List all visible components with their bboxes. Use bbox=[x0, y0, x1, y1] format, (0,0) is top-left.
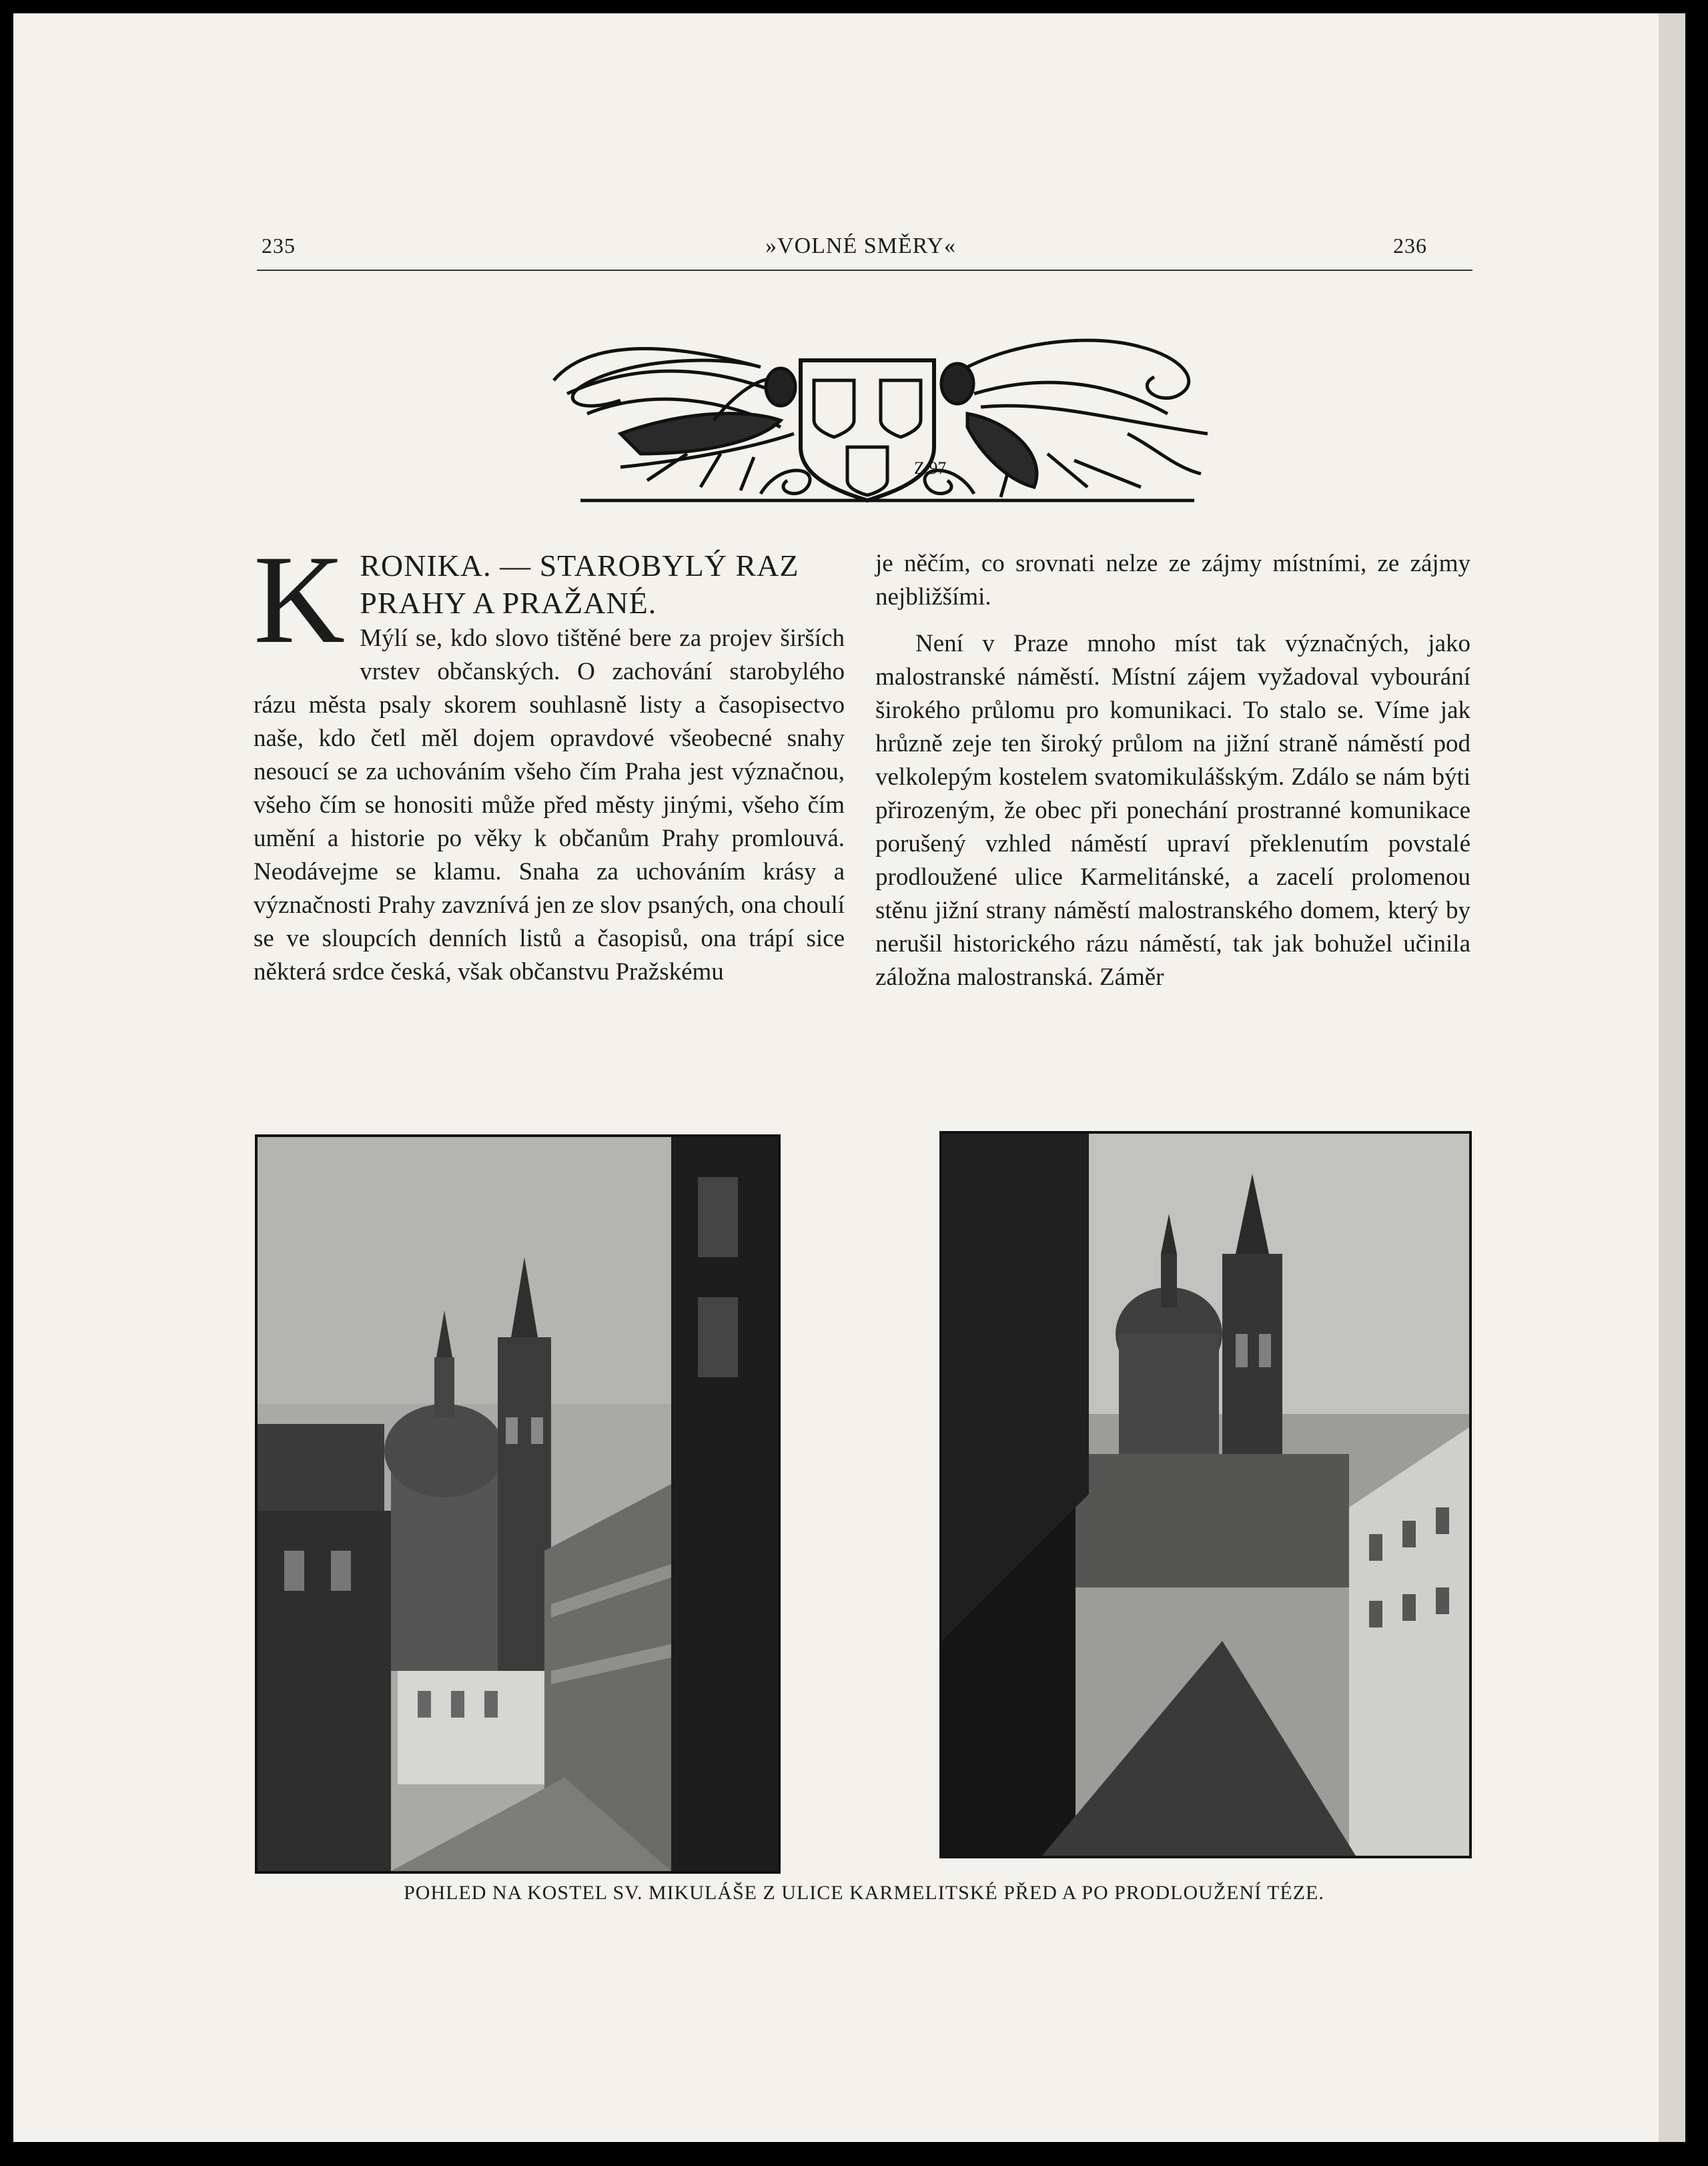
church-street-photo-after-icon bbox=[942, 1134, 1469, 1856]
article-column-right bbox=[875, 547, 1470, 994]
header-rule bbox=[257, 270, 1472, 271]
photo-after bbox=[939, 1131, 1472, 1858]
page-number-right: 236 bbox=[1393, 234, 1427, 258]
ornament-signature: Z.97. bbox=[914, 458, 951, 478]
article-paragraph-1: Mýlí se, kdo slovo tištěné bere za projev širších vrstev občanských. O zachování starobylého rázu města psaly skorem souhlasně listy a časopisectvo naše, kdo četl měl dojem opravdové všeobecné snahy nesoucí se za uchováním všeho čím Praha jest význačnou, všeho čím se honositi může před městy jinými, všeho čím umění a historie po věky k občanům Prahy promlouvá. Neodávejme se klamu. Snaha za uchováním krásy a význačnosti Prahy zavznívá jen ze slov psaných, ona choulí se ve sloupcích denních listů a časopisů, ona trápí sice některá srdce česká, však občanstvu Pražskému bbox=[254, 625, 845, 986]
photo-caption: POHLED NA KOSTEL SV. MIKULÁŠE Z ULICE KARMELITSKÉ PŘED A PO PRODLOUŽENÍ TÉZE. bbox=[404, 1882, 1324, 1904]
page-number-left: 235 bbox=[262, 234, 296, 258]
grasshopper-shield-ornament bbox=[540, 320, 1241, 507]
church-street-photo-before-icon bbox=[258, 1137, 778, 1871]
page bbox=[13, 13, 1659, 2142]
page-edge bbox=[1659, 13, 1685, 2142]
running-title: »VOLNÉ SMĚRY« bbox=[765, 234, 956, 258]
article-paragraph-1-continued: je něčím, co srovnati nelze ze zájmy místními, ze zájmy nejbližšími. bbox=[875, 550, 1470, 611]
article-paragraph-2: Není v Praze mnoho míst tak význačných, jako malostranské náměstí. Místní zájem vyžadoval vybourání širokého průlomu pro komunikaci. To stalo se. Víme jak hrůzně zeje ten široký průlom na jižní straně náměstí pod velkolepým kostelem svatomikulášským. Zdálo se nám býti přirozeným, že obec při ponechání prostranné komunikace porušený vzhled náměstí upraví překlenutím povstalé prodloužené ulice Karmelitánské, a zacelí prolomenou stěnu jižní strany náměstí malostranského domem, který by nerušil historického rázu náměstí, tak jak bohužel učinila záložna malostranská. Záměr bbox=[875, 630, 1470, 991]
article-heading: RONIKA. — STAROBYLÝ RAZ PRAHY A PRAŽANÉ. bbox=[360, 549, 799, 620]
article-column-left bbox=[254, 530, 845, 989]
drop-cap: K bbox=[254, 530, 346, 670]
photo-before bbox=[255, 1134, 781, 1874]
